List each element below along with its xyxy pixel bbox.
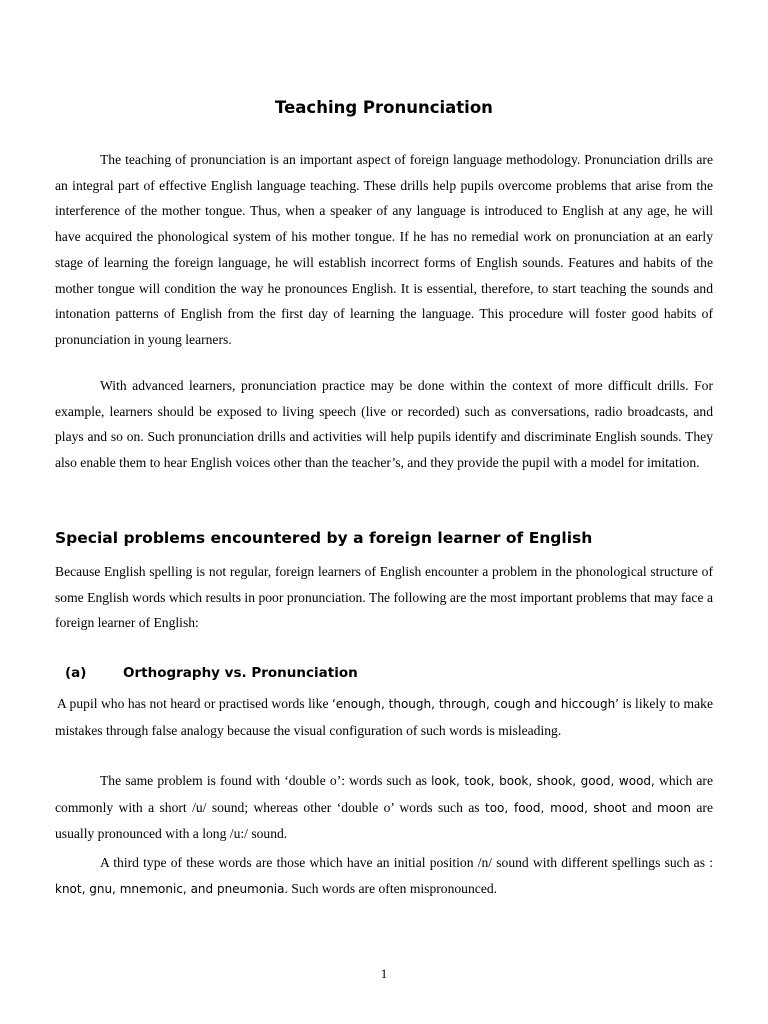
subsection-letter: (a) — [65, 665, 87, 681]
page-number: 1 — [380, 966, 388, 981]
text-run: which are commonly with a short /u/ sound; whereas other ‘double o’ words such as — [55, 773, 713, 815]
section-paragraph-1: Because English spelling is not regular, foreign learners of English encounter a problem in the phonological structure of some English words which results in poor pronunciation. The following are the most important problems that may face a foreign learner of English: — [55, 564, 713, 631]
section-heading: Special problems encountered by a foreign learner of English — [55, 529, 593, 547]
text-run: is likely to make mistakes through false analogy because the visual configuration of such words is misleading. — [55, 696, 713, 738]
example-words: moon — [657, 800, 691, 815]
subsection-heading — [65, 665, 358, 681]
text-run: are usually pronounced with a long /u:/ sound. — [55, 799, 713, 842]
example-words: ‘enough, though, through, cough and hiccough’ — [331, 697, 619, 711]
example-words: look, took, book, shook, good, wood, — [431, 774, 655, 788]
subsection-paragraph-1 — [55, 691, 713, 743]
subsection-paragraph-3 — [55, 850, 713, 902]
text-run: and — [626, 799, 658, 815]
text-run: . Such words are often mispronounced. — [284, 880, 498, 896]
example-words: knot, gnu, mnemonic, and pneumonia — [55, 881, 285, 896]
intro-paragraph-1: The teaching of pronunciation is an important aspect of foreign language methodology. Pronunciation drills are an integral part of effective English language teaching. These drills help pupils overcome problems that arise from the interference of the mother tongue. Thus, when a speaker of any language is introduced to English at any age, he will have acquired the phonological system of his mother tongue. If he has no remedial work on pronunciation at an early stage of learning the foreign language, he will establish incorrect forms of English sounds. Features and habits of the mother tongue will condition the way he pronounces English. It is essential, therefore, to start teaching the sounds and intonation patterns of English from the first day of learning the language. This procedure will foster good habits of pronunciation in young learners. — [55, 152, 713, 347]
text-run: A third type of these words are those which have an initial position /n/ sound with different spellings such as : — [100, 855, 713, 870]
example-words: shoot — [593, 800, 627, 815]
text-run: The same problem is found with ‘double o’: words such as — [100, 773, 432, 788]
intro-paragraph-2: With advanced learners, pronunciation practice may be done within the context of more difficult drills. For example, learners should be exposed to living speech (live or recorded) such as conversations, radio broadcasts, and plays and so on. Such pronunciation drills and activities will help pupils identify and discriminate English sounds. They also enable them to hear English voices other than the teacher’s, and they provide the pupil with a model for imitation. — [55, 378, 713, 471]
subsection-title: Orthography vs. Pronunciation — [123, 665, 358, 681]
text-run: A pupil who has not heard or practised words like — [57, 696, 332, 711]
subsection-paragraph-2 — [55, 768, 713, 847]
page-title: Teaching Pronunciation — [275, 98, 493, 117]
example-words: too, food, mood, — [484, 800, 588, 815]
